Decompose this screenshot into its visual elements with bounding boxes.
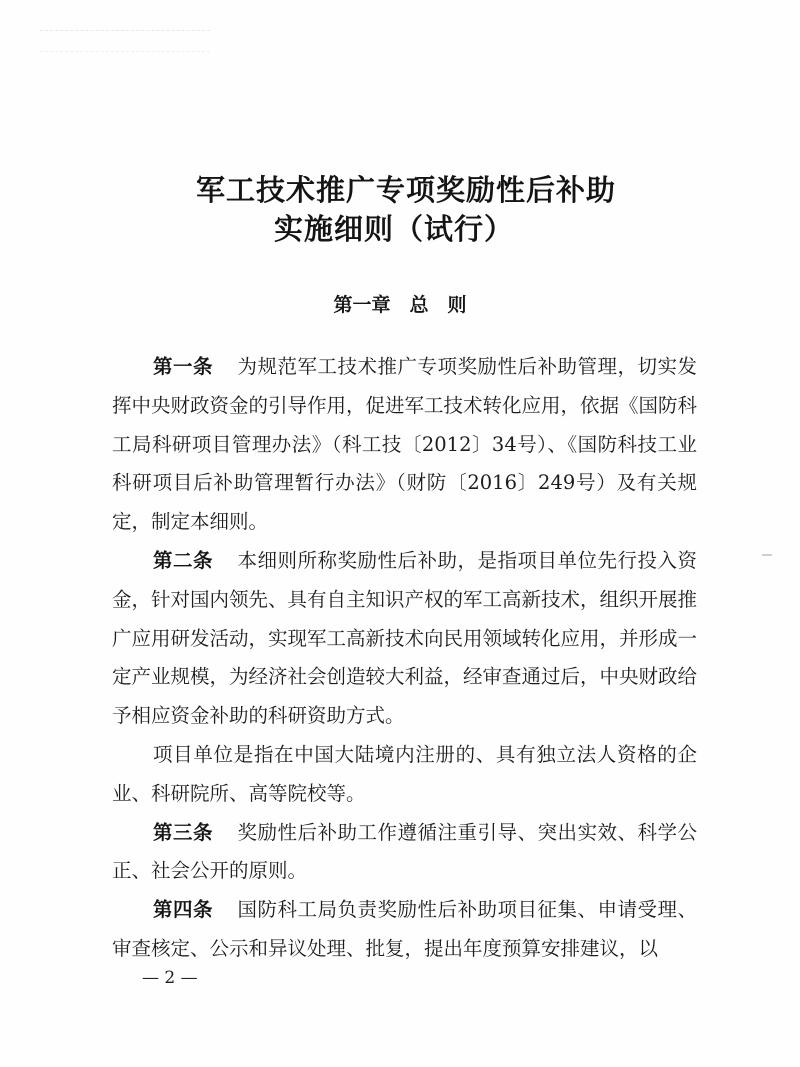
scan-edge-mark <box>762 554 772 556</box>
chapter-heading: 第一章 总 则 <box>333 294 467 316</box>
article-label: 第四条 <box>153 898 213 922</box>
article-label: 第三条 <box>153 820 213 844</box>
article-text: 本细则所称奖励性后补助，是指项目单位先行投入资金，针对国内领先、具有自主知识产权的军工高新技术，组织开展推广应用研发活动，实现军工高新技术向民用领域转化应用，并形成一定产业规模，为经济社会创造较大利益，经审查通过后，中央财政给予相应资金补助的科研资助方式。 <box>112 548 698 728</box>
article-2-continuation-paragraph <box>112 736 697 814</box>
document-body <box>112 348 697 969</box>
article-3-paragraph <box>112 814 697 892</box>
article-4-paragraph <box>112 891 697 969</box>
article-text: 项目单位是指在中国大陆境内注册的、具有独立法人资格的企业、科研院所、高等院校等。 <box>112 742 697 805</box>
article-label: 第一条 <box>153 355 213 378</box>
article-text: 为规范军工技术推广专项奖励性后补助管理，切实发挥中央财政资金的引导作用，促进军工技术转化应用，依据《国防科工局科研项目管理办法》（科工技〔2012〕34号）、《国防科技工业科研项目后补助管理暂行办法》（财防〔2016〕249号）及有关规定，制定本细则。 <box>112 355 698 534</box>
faint-header-mark <box>40 30 210 52</box>
document-title-line-1: 军工技术推广专项奖励性后补助 <box>195 173 616 207</box>
article-2-paragraph <box>112 542 697 736</box>
article-text: 国防科工局负责奖励性后补助项目征集、申请受理、审查核定、公示和异议处理、批复，提出年度预算安排建议，以 <box>112 898 697 960</box>
article-text: 奖励性后补助工作遵循注重引导、突出实效、科学公正、社会公开的原则。 <box>112 820 697 883</box>
article-label: 第二条 <box>153 548 213 572</box>
document-title-line-2: 实施细则（试行） <box>273 212 514 246</box>
page-number: — 2 — <box>142 968 198 988</box>
article-1-paragraph <box>112 348 697 542</box>
